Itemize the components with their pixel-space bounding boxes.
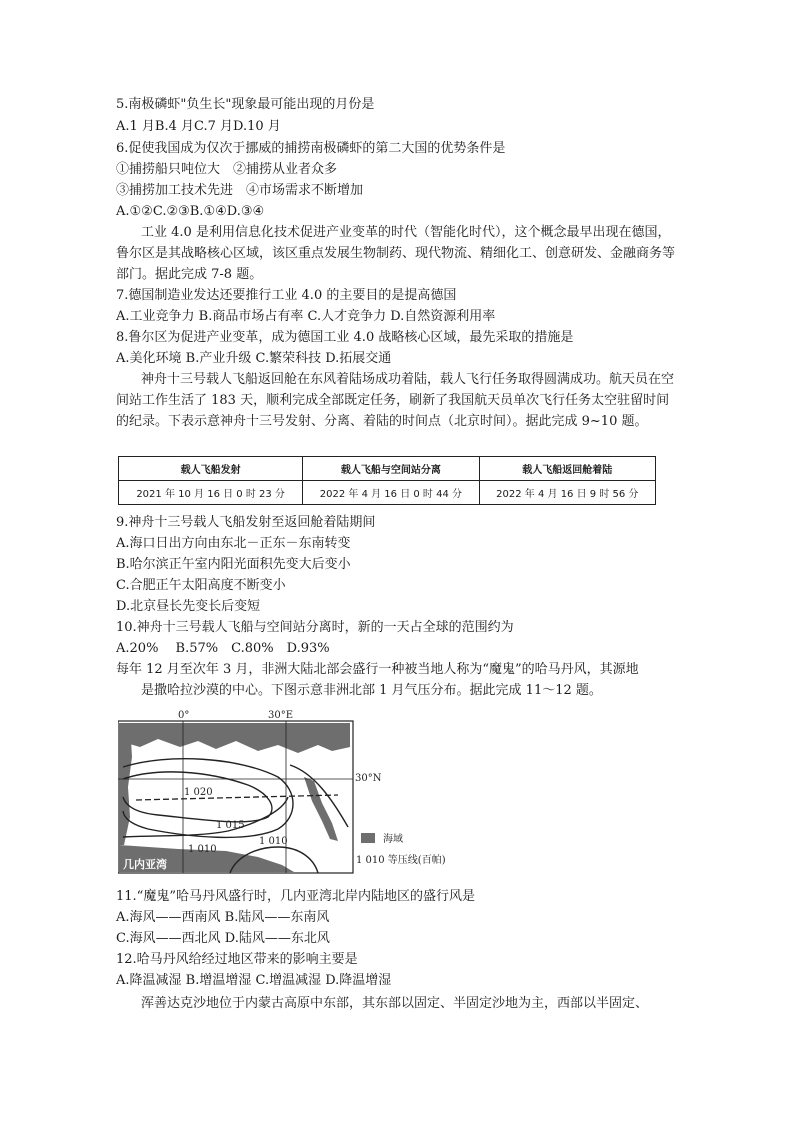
q9-stem: 9.神舟十三号载人飞船发射至返回舱着陆期间 (116, 515, 376, 530)
q6-items-2: ③捕捞加工技术先进 ④市场需求不断增加 (116, 183, 364, 198)
table-cell: 2022 年 4 月 16 日 9 时 56 分 (479, 481, 655, 505)
passage-9-10: 神舟十三号载人飞船返回舱在东风着陆场成功着陆，载人飞行任务取得圆满成功。航天员在空间站工作生活了 183 天，顺利完成全部既定任务，刷新了我国航天员单次飞行任务太空驻留时间的纪录。下表示意神舟十三号发射、分离、着陆的时间点（北京时间）。据此完成 9~10 题。 (116, 372, 675, 429)
q6-options: A.①②C.②③B.①④D.③④ (116, 204, 265, 219)
q11-stem: 11.“魔鬼”哈马丹风盛行时，几内亚湾北岸内陆地区的盛行风是 (116, 889, 475, 904)
q9-option-d: D.北京昼长先变长后变短 (116, 599, 261, 614)
table-cell: 2021 年 10 月 16 日 0 时 23 分 (119, 481, 303, 505)
q12-stem: 12.哈马丹风给经过地区带来的影响主要是 (116, 952, 358, 967)
passage-13: 浑善达克沙地位于内蒙古高原中东部，其东部以固定、半固定沙地为主，西部以半固定、 (141, 996, 649, 1011)
table-header: 载人飞船发射 (119, 457, 303, 481)
table-header: 载人飞船与空间站分离 (303, 457, 479, 481)
legend-isobar-label: 1 010 等压线(百帕) (356, 855, 446, 866)
iso-1010-center-label: 1 010 (259, 836, 288, 847)
passage-7-8: 工业 4.0 是利用信息化技术促进产业变革的时代（智能化时代），这个概念最早出现在德国，鲁尔区是其战略核心区域，该区重点发展生物制药、现代物流、精细化工、创意研发、金融商务等部门。据此完成 7-8 题。 (116, 225, 676, 282)
q7-stem: 7.德国制造业发达还要推行工业 4.0 的主要目的是提高德国 (116, 288, 457, 303)
q9-option-c: C.合肥正午太阳高度不断变小 (116, 578, 286, 593)
iso-1010-left-label: 1 010 (188, 844, 217, 855)
q10-options: A.20% B.57% C.80% D.93% (116, 641, 330, 656)
q8-options: A.美化环境 B.产业升级 C.繁荣科技 D.拓展交通 (116, 351, 392, 366)
table-cell: 2022 年 4 月 16 日 0 时 44 分 (303, 481, 479, 505)
q10-stem: 10.神舟十三号载人飞船与空间站分离时，新的一天占全球的范围约为 (116, 620, 514, 635)
lon-0-label: 0° (178, 710, 190, 721)
passage-11-12-line1: 每年 12 月至次年 3 月，非洲大陆北部会盛行一种被当地人称为“魔鬼”的哈马丹风，其源地 (116, 662, 639, 677)
q12-options: A.降温减湿 B.增温增湿 C.增温减湿 D.降温增湿 (116, 973, 392, 988)
passage-11-12-line2: 是撒哈拉沙漠的中心。下图示意非洲北部 1 月气压分布。据此完成 11～12 题。 (141, 683, 602, 698)
legend-sea-swatch (361, 833, 375, 843)
q7-options: A.工业竞争力 B.商品市场占有率 C.人才竞争力 D.自然资源利用率 (116, 309, 496, 324)
q6-stem: 6.促使我国成为仅次于挪威的捕捞南极磷虾的第二大国的优势条件是 (116, 141, 506, 156)
q9-option-b: B.哈尔滨正午室内阳光面积先变大后变小 (116, 557, 351, 572)
lat-30-label: 30°N (355, 773, 382, 784)
iso-1015-label: 1 015 (216, 820, 245, 831)
gulf-label: 几内亚湾 (123, 858, 167, 871)
q11-options-cd: C.海风——西北风 D.陆风——东北风 (116, 931, 330, 946)
table-header: 载人飞船返回舱着陆 (479, 457, 655, 481)
q6-items-1: ①捕捞船只吨位大 ②捕捞从业者众多 (116, 162, 338, 177)
q9-option-a: A.海口日出方向由东北－正东－东南转变 (116, 536, 351, 551)
lon-30-label: 30°E (268, 710, 294, 721)
launch-time-table (118, 456, 656, 505)
q8-stem: 8.鲁尔区为促进产业变革，成为德国工业 4.0 战略核心区域，最先采取的措施是 (116, 330, 574, 345)
pressure-map (118, 707, 468, 877)
legend-sea-label: 海域 (383, 834, 403, 845)
iso-1020-label: 1 020 (184, 787, 213, 798)
q5-options: A.1 月B.4 月C.7 月D.10 月 (116, 119, 281, 134)
q5-stem: 5.南极磷虾"负生长"现象最可能出现的月份是 (116, 97, 375, 112)
q11-options-ab: A.海风——西南风 B.陆风——东南风 (116, 910, 330, 925)
